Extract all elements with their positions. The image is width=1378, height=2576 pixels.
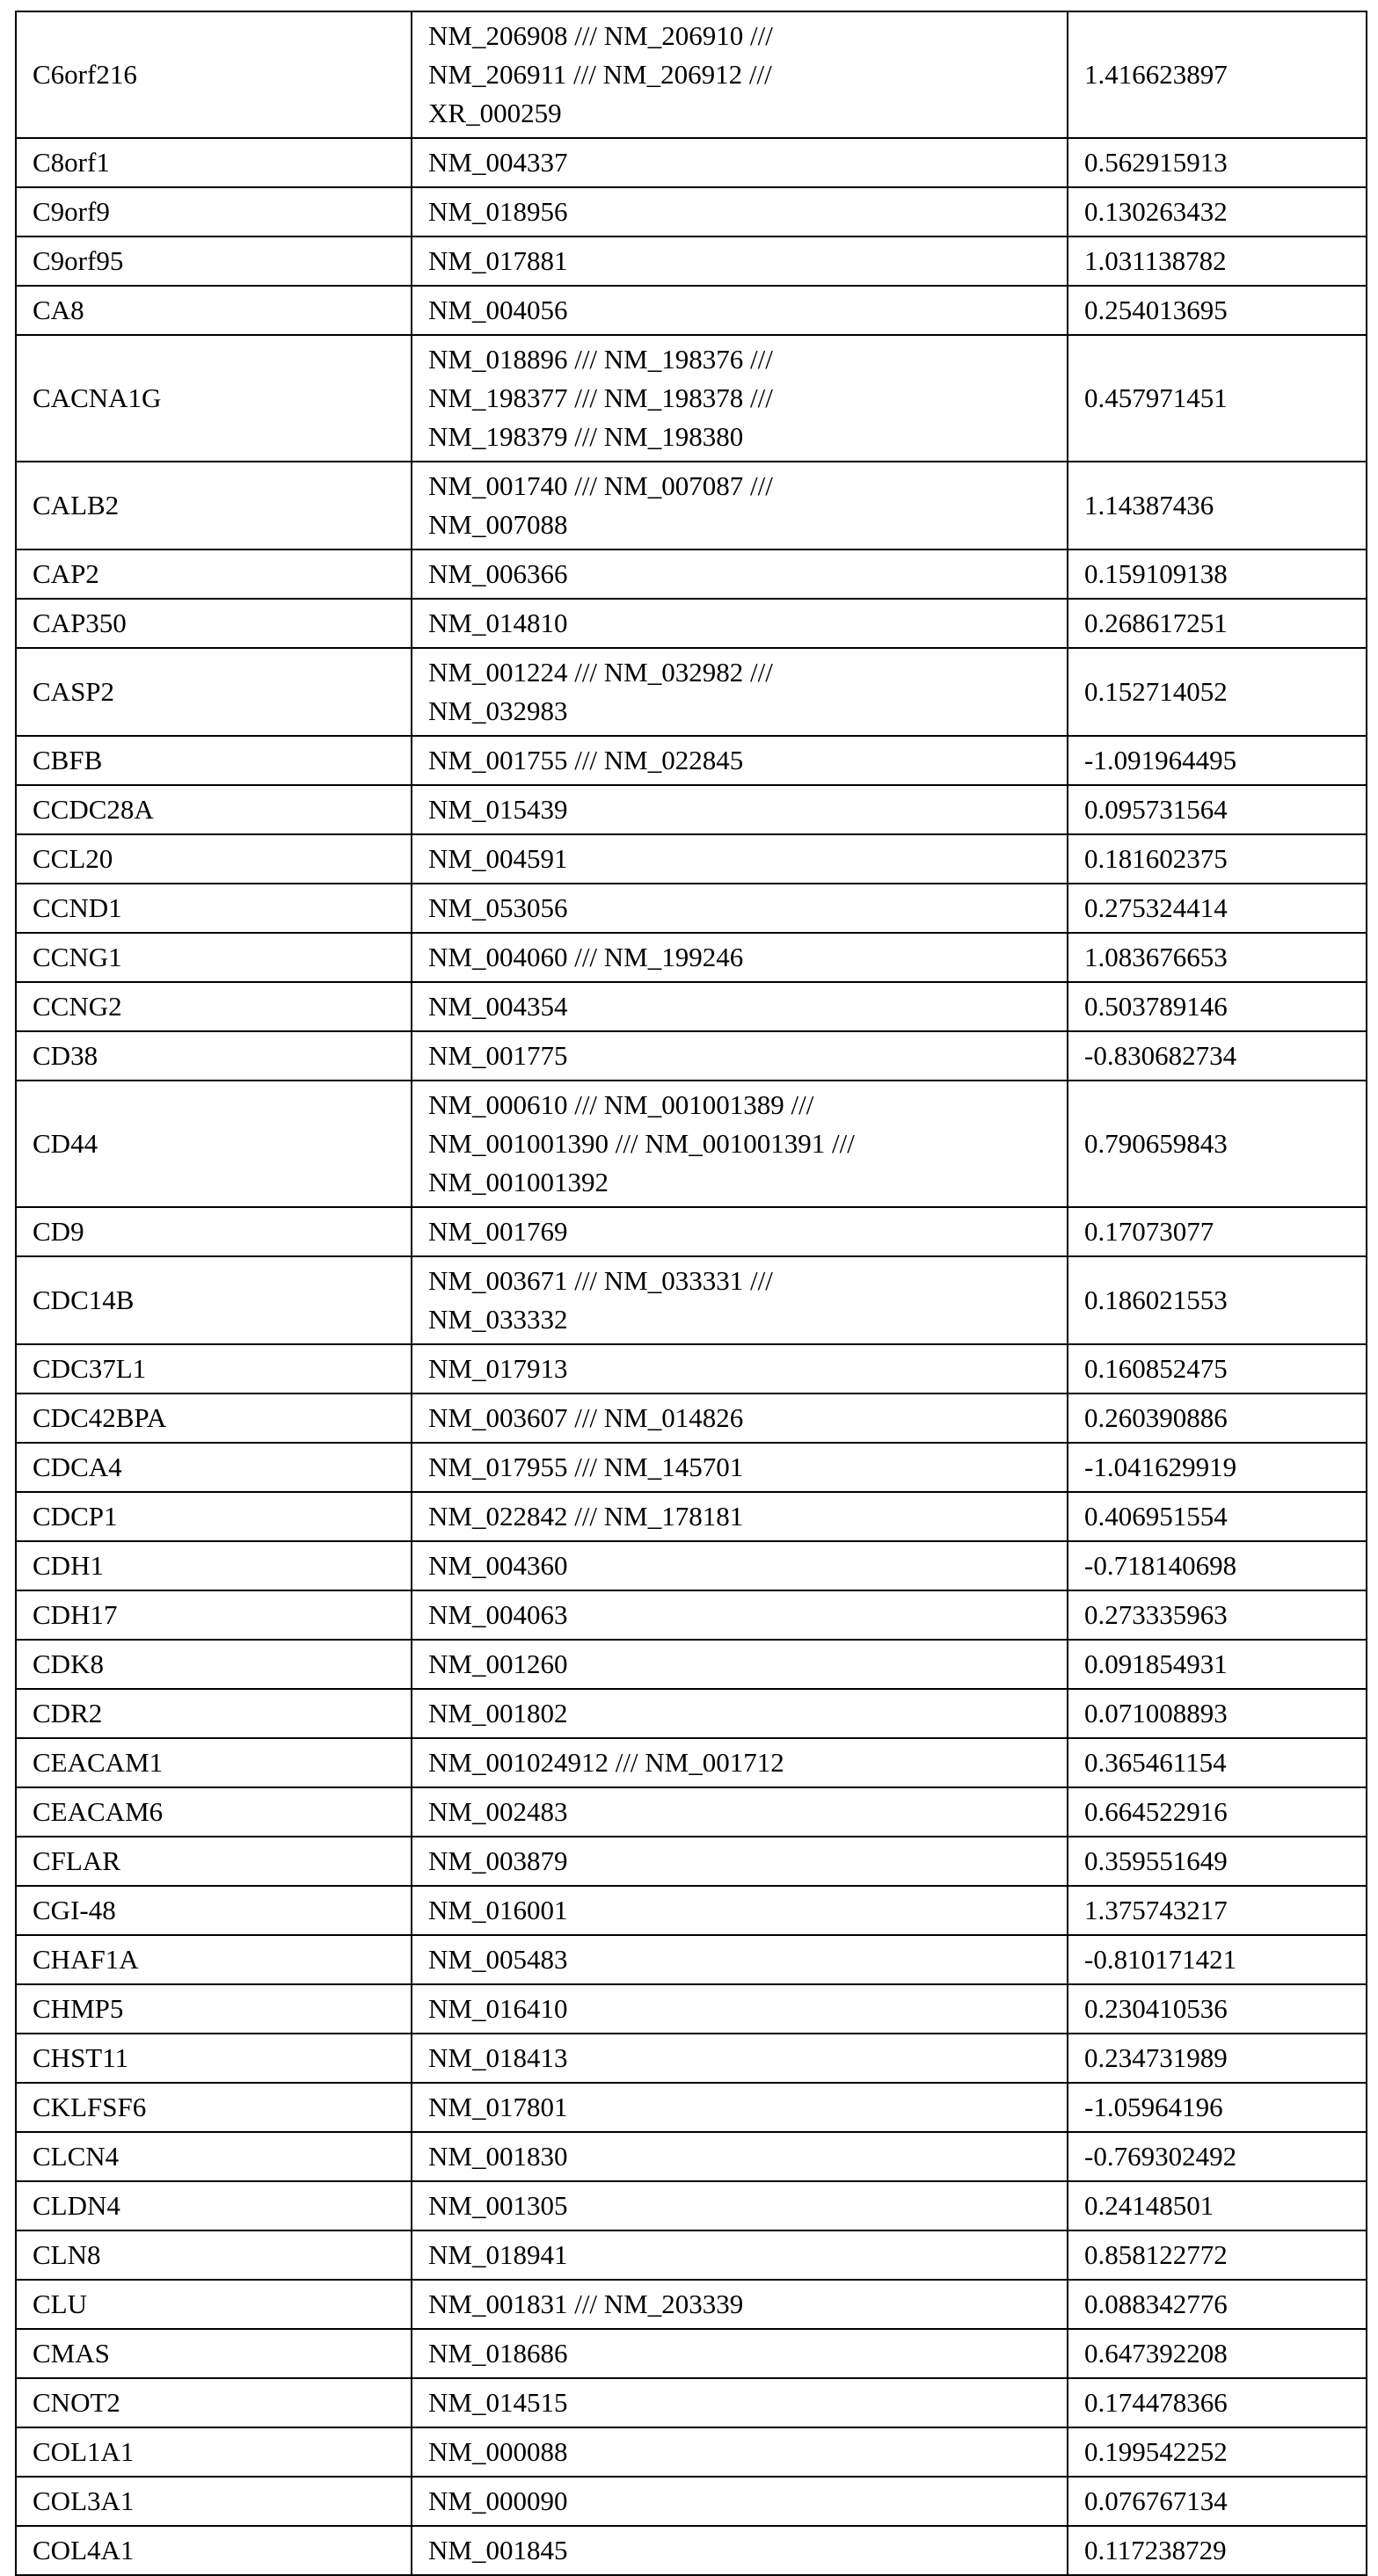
accession-cell [412, 335, 1068, 462]
gene-symbol-cell: CCND1 [16, 884, 412, 933]
gene-symbol-cell: CDK8 [16, 1640, 412, 1689]
accession-cell [412, 1590, 1068, 1640]
gene-symbol-cell: CDR2 [16, 1689, 412, 1738]
table-row [16, 1207, 1367, 1256]
value-cell: 0.130263432 [1068, 187, 1367, 236]
gene-symbol-cell: CAP2 [16, 549, 412, 599]
accession-line: NM_004056 [428, 291, 1058, 330]
accession-line: NM_206911 /// NM_206912 /// [428, 55, 1058, 94]
table-row [16, 462, 1367, 549]
accession-cell [412, 1394, 1068, 1443]
value-cell: 0.230410536 [1068, 1984, 1367, 2034]
value-cell: 0.275324414 [1068, 884, 1367, 933]
accession-line: NM_001802 [428, 1694, 1058, 1733]
accession-line: NM_198379 /// NM_198380 [428, 418, 1058, 456]
gene-expression-table [15, 11, 1367, 2576]
table-row [16, 2378, 1367, 2427]
table-row [16, 785, 1367, 834]
table-row [16, 1984, 1367, 2034]
gene-symbol-cell: CEACAM6 [16, 1787, 412, 1837]
table-row [16, 599, 1367, 648]
value-cell: 0.562915913 [1068, 138, 1367, 187]
gene-symbol-cell: CFLAR [16, 1837, 412, 1886]
accession-cell [412, 1081, 1068, 1207]
value-cell: 0.199542252 [1068, 2427, 1367, 2477]
value-cell: 0.858122772 [1068, 2230, 1367, 2280]
table-row [16, 2132, 1367, 2181]
value-cell: 0.647392208 [1068, 2329, 1367, 2378]
accession-line: NM_001830 [428, 2137, 1058, 2176]
table-row [16, 736, 1367, 785]
value-cell: 0.24148501 [1068, 2181, 1367, 2230]
gene-symbol-cell: CACNA1G [16, 335, 412, 462]
accession-cell [412, 1689, 1068, 1738]
accession-line: NM_005483 [428, 1940, 1058, 1979]
gene-symbol-cell: CD38 [16, 1031, 412, 1081]
table-row [16, 286, 1367, 335]
accession-cell [412, 1640, 1068, 1689]
accession-cell [412, 1935, 1068, 1984]
value-cell: 0.091854931 [1068, 1640, 1367, 1689]
accession-line: NM_014515 [428, 2383, 1058, 2422]
accession-cell [412, 286, 1068, 335]
accession-line: NM_017955 /// NM_145701 [428, 1448, 1058, 1487]
accession-cell [412, 1787, 1068, 1837]
accession-cell [412, 648, 1068, 736]
accession-cell [412, 2427, 1068, 2477]
accession-cell [412, 462, 1068, 549]
accession-cell [412, 2083, 1068, 2132]
gene-symbol-cell: CLCN4 [16, 2132, 412, 2181]
value-cell: 0.273335963 [1068, 1590, 1367, 1640]
accession-line: NM_018896 /// NM_198376 /// [428, 340, 1058, 379]
accession-line: NM_017913 [428, 1350, 1058, 1388]
accession-line: NM_018956 [428, 193, 1058, 231]
gene-symbol-cell: CLN8 [16, 2230, 412, 2280]
gene-symbol-cell: CDCP1 [16, 1492, 412, 1541]
accession-cell [412, 1344, 1068, 1394]
table-row [16, 138, 1367, 187]
accession-line: NM_001740 /// NM_007087 /// [428, 467, 1058, 506]
accession-cell [412, 1492, 1068, 1541]
accession-line: NM_002483 [428, 1793, 1058, 1831]
gene-symbol-cell: C8orf1 [16, 138, 412, 187]
gene-symbol-cell: CEACAM1 [16, 1738, 412, 1787]
table-row [16, 2427, 1367, 2477]
value-cell: 0.160852475 [1068, 1344, 1367, 1394]
gene-symbol-cell: CBFB [16, 736, 412, 785]
gene-symbol-cell: COL4A1 [16, 2526, 412, 2575]
accession-cell [412, 785, 1068, 834]
table-row [16, 549, 1367, 599]
gene-symbol-cell: CDC14B [16, 1256, 412, 1344]
accession-cell [412, 1443, 1068, 1492]
table-row [16, 236, 1367, 286]
accession-line: NM_206908 /// NM_206910 /// [428, 17, 1058, 55]
table-body [16, 11, 1367, 2575]
table-row [16, 1394, 1367, 1443]
accession-line: NM_032983 [428, 692, 1058, 731]
accession-cell [412, 1207, 1068, 1256]
accession-line: NM_004060 /// NM_199246 [428, 938, 1058, 977]
value-cell: -1.041629919 [1068, 1443, 1367, 1492]
gene-symbol-cell: CDH1 [16, 1541, 412, 1590]
value-cell: 0.17073077 [1068, 1207, 1367, 1256]
accession-cell [412, 1837, 1068, 1886]
gene-symbol-cell: CMAS [16, 2329, 412, 2378]
accession-line: NM_003671 /// NM_033331 /// [428, 1262, 1058, 1300]
value-cell: 0.234731989 [1068, 2034, 1367, 2083]
table-row [16, 1886, 1367, 1935]
accession-line: NM_001224 /// NM_032982 /// [428, 653, 1058, 692]
table-row [16, 1256, 1367, 1344]
accession-cell [412, 11, 1068, 138]
accession-cell [412, 2230, 1068, 2280]
accession-cell [412, 187, 1068, 236]
table-row [16, 1837, 1367, 1886]
gene-symbol-cell: CCNG2 [16, 982, 412, 1031]
gene-symbol-cell: CALB2 [16, 462, 412, 549]
table-row [16, 1492, 1367, 1541]
table-row [16, 933, 1367, 982]
gene-symbol-cell: C9orf95 [16, 236, 412, 286]
value-cell: 1.416623897 [1068, 11, 1367, 138]
gene-symbol-cell: CHAF1A [16, 1935, 412, 1984]
accession-cell [412, 2477, 1068, 2526]
table-row [16, 187, 1367, 236]
gene-symbol-cell: CHST11 [16, 2034, 412, 2083]
value-cell: 0.254013695 [1068, 286, 1367, 335]
value-cell: 0.365461154 [1068, 1738, 1367, 1787]
accession-cell [412, 549, 1068, 599]
accession-line: NM_001305 [428, 2187, 1058, 2225]
accession-line: NM_001755 /// NM_022845 [428, 741, 1058, 780]
accession-line: NM_017801 [428, 2088, 1058, 2127]
value-cell: 0.260390886 [1068, 1394, 1367, 1443]
value-cell: 0.503789146 [1068, 982, 1367, 1031]
gene-symbol-cell: C9orf9 [16, 187, 412, 236]
accession-cell [412, 1738, 1068, 1787]
gene-symbol-cell: CAP350 [16, 599, 412, 648]
table-row [16, 1541, 1367, 1590]
accession-line: NM_015439 [428, 790, 1058, 829]
accession-cell [412, 138, 1068, 187]
accession-line: NM_007088 [428, 506, 1058, 544]
table-row [16, 2477, 1367, 2526]
table-row [16, 2083, 1367, 2132]
value-cell: 0.457971451 [1068, 335, 1367, 462]
accession-line: NM_022842 /// NM_178181 [428, 1497, 1058, 1536]
table-row [16, 2230, 1367, 2280]
accession-cell [412, 1541, 1068, 1590]
accession-line: NM_004591 [428, 840, 1058, 878]
value-cell: 0.088342776 [1068, 2280, 1367, 2329]
accession-line: NM_004354 [428, 987, 1058, 1026]
accession-cell [412, 2181, 1068, 2230]
accession-cell [412, 1984, 1068, 2034]
value-cell: 0.359551649 [1068, 1837, 1367, 1886]
table-row [16, 648, 1367, 736]
accession-line: NM_000610 /// NM_001001389 /// [428, 1086, 1058, 1124]
accession-line: NM_001001392 [428, 1163, 1058, 1202]
value-cell: -0.830682734 [1068, 1031, 1367, 1081]
table-row [16, 1081, 1367, 1207]
value-cell: 1.083676653 [1068, 933, 1367, 982]
gene-symbol-cell: CCDC28A [16, 785, 412, 834]
value-cell: -0.769302492 [1068, 2132, 1367, 2181]
value-cell: 1.14387436 [1068, 462, 1367, 549]
table-row [16, 2034, 1367, 2083]
table-row [16, 1443, 1367, 1492]
accession-line: NM_033332 [428, 1300, 1058, 1339]
value-cell: 0.790659843 [1068, 1081, 1367, 1207]
accession-line: NM_001831 /// NM_203339 [428, 2285, 1058, 2324]
accession-line: NM_053056 [428, 889, 1058, 928]
value-cell: 1.375743217 [1068, 1886, 1367, 1935]
accession-line: NM_018941 [428, 2236, 1058, 2274]
value-cell: 0.159109138 [1068, 549, 1367, 599]
table-row [16, 884, 1367, 933]
table-row [16, 335, 1367, 462]
gene-symbol-cell: CDC37L1 [16, 1344, 412, 1394]
accession-line: NM_016001 [428, 1891, 1058, 1930]
accession-line: NM_000090 [428, 2482, 1058, 2521]
gene-symbol-cell: CCNG1 [16, 933, 412, 982]
table-row [16, 1935, 1367, 1984]
accession-cell [412, 2329, 1068, 2378]
gene-symbol-cell: C6orf216 [16, 11, 412, 138]
table-row [16, 11, 1367, 138]
accession-cell [412, 933, 1068, 982]
accession-line: NM_004360 [428, 1546, 1058, 1585]
value-cell: 0.095731564 [1068, 785, 1367, 834]
accession-line: NM_198377 /// NM_198378 /// [428, 379, 1058, 418]
accession-line: NM_001024912 /// NM_001712 [428, 1743, 1058, 1782]
gene-symbol-cell: COL1A1 [16, 2427, 412, 2477]
table-row [16, 1689, 1367, 1738]
table-row [16, 1344, 1367, 1394]
accession-cell [412, 2526, 1068, 2575]
value-cell: 0.406951554 [1068, 1492, 1367, 1541]
gene-symbol-cell: CHMP5 [16, 1984, 412, 2034]
value-cell: 0.664522916 [1068, 1787, 1367, 1837]
accession-line: NM_001775 [428, 1037, 1058, 1075]
gene-symbol-cell: CASP2 [16, 648, 412, 736]
accession-line: XR_000259 [428, 94, 1058, 133]
accession-cell [412, 884, 1068, 933]
value-cell: 0.076767134 [1068, 2477, 1367, 2526]
accession-line: NM_001001390 /// NM_001001391 /// [428, 1124, 1058, 1163]
gene-symbol-cell: CLU [16, 2280, 412, 2329]
accession-line: NM_001845 [428, 2531, 1058, 2570]
accession-cell [412, 2378, 1068, 2427]
accession-line: NM_001260 [428, 1645, 1058, 1684]
accession-line: NM_000088 [428, 2433, 1058, 2471]
accession-cell [412, 982, 1068, 1031]
accession-cell [412, 236, 1068, 286]
value-cell: -1.05964196 [1068, 2083, 1367, 2132]
value-cell: 0.117238729 [1068, 2526, 1367, 2575]
accession-cell [412, 834, 1068, 884]
accession-cell [412, 599, 1068, 648]
accession-line: NM_004337 [428, 143, 1058, 182]
table-row [16, 2526, 1367, 2575]
accession-cell [412, 2280, 1068, 2329]
accession-cell [412, 2132, 1068, 2181]
gene-symbol-cell: CKLFSF6 [16, 2083, 412, 2132]
accession-cell [412, 1886, 1068, 1935]
value-cell: 0.181602375 [1068, 834, 1367, 884]
table-row [16, 2329, 1367, 2378]
gene-symbol-cell: CDH17 [16, 1590, 412, 1640]
accession-cell [412, 2034, 1068, 2083]
gene-symbol-cell: CNOT2 [16, 2378, 412, 2427]
gene-symbol-cell: CD9 [16, 1207, 412, 1256]
value-cell: 0.071008893 [1068, 1689, 1367, 1738]
value-cell: -1.091964495 [1068, 736, 1367, 785]
value-cell: 0.152714052 [1068, 648, 1367, 736]
value-cell: 0.268617251 [1068, 599, 1367, 648]
value-cell: -0.810171421 [1068, 1935, 1367, 1984]
table-row [16, 2181, 1367, 2230]
gene-symbol-cell: CA8 [16, 286, 412, 335]
table-row [16, 834, 1367, 884]
accession-line: NM_016410 [428, 1990, 1058, 2028]
accession-line: NM_018413 [428, 2039, 1058, 2078]
accession-line: NM_006366 [428, 555, 1058, 593]
accession-line: NM_004063 [428, 1596, 1058, 1634]
gene-symbol-cell: CDC42BPA [16, 1394, 412, 1443]
gene-symbol-cell: CDCA4 [16, 1443, 412, 1492]
accession-cell [412, 1031, 1068, 1081]
table-row [16, 1787, 1367, 1837]
gene-symbol-cell: COL3A1 [16, 2477, 412, 2526]
accession-line: NM_003879 [428, 1842, 1058, 1881]
gene-symbol-cell: CGI-48 [16, 1886, 412, 1935]
value-cell: -0.718140698 [1068, 1541, 1367, 1590]
table-row [16, 1738, 1367, 1787]
gene-symbol-cell: CLDN4 [16, 2181, 412, 2230]
accession-cell [412, 1256, 1068, 1344]
accession-line: NM_017881 [428, 242, 1058, 280]
table-row [16, 1640, 1367, 1689]
table-row [16, 1031, 1367, 1081]
table-row [16, 2280, 1367, 2329]
accession-cell [412, 736, 1068, 785]
table-row [16, 982, 1367, 1031]
table-row [16, 1590, 1367, 1640]
value-cell: 1.031138782 [1068, 236, 1367, 286]
accession-line: NM_014810 [428, 604, 1058, 643]
accession-line: NM_003607 /// NM_014826 [428, 1399, 1058, 1437]
accession-line: NM_001769 [428, 1212, 1058, 1251]
value-cell: 0.186021553 [1068, 1256, 1367, 1344]
accession-line: NM_018686 [428, 2334, 1058, 2373]
gene-symbol-cell: CD44 [16, 1081, 412, 1207]
value-cell: 0.174478366 [1068, 2378, 1367, 2427]
gene-symbol-cell: CCL20 [16, 834, 412, 884]
